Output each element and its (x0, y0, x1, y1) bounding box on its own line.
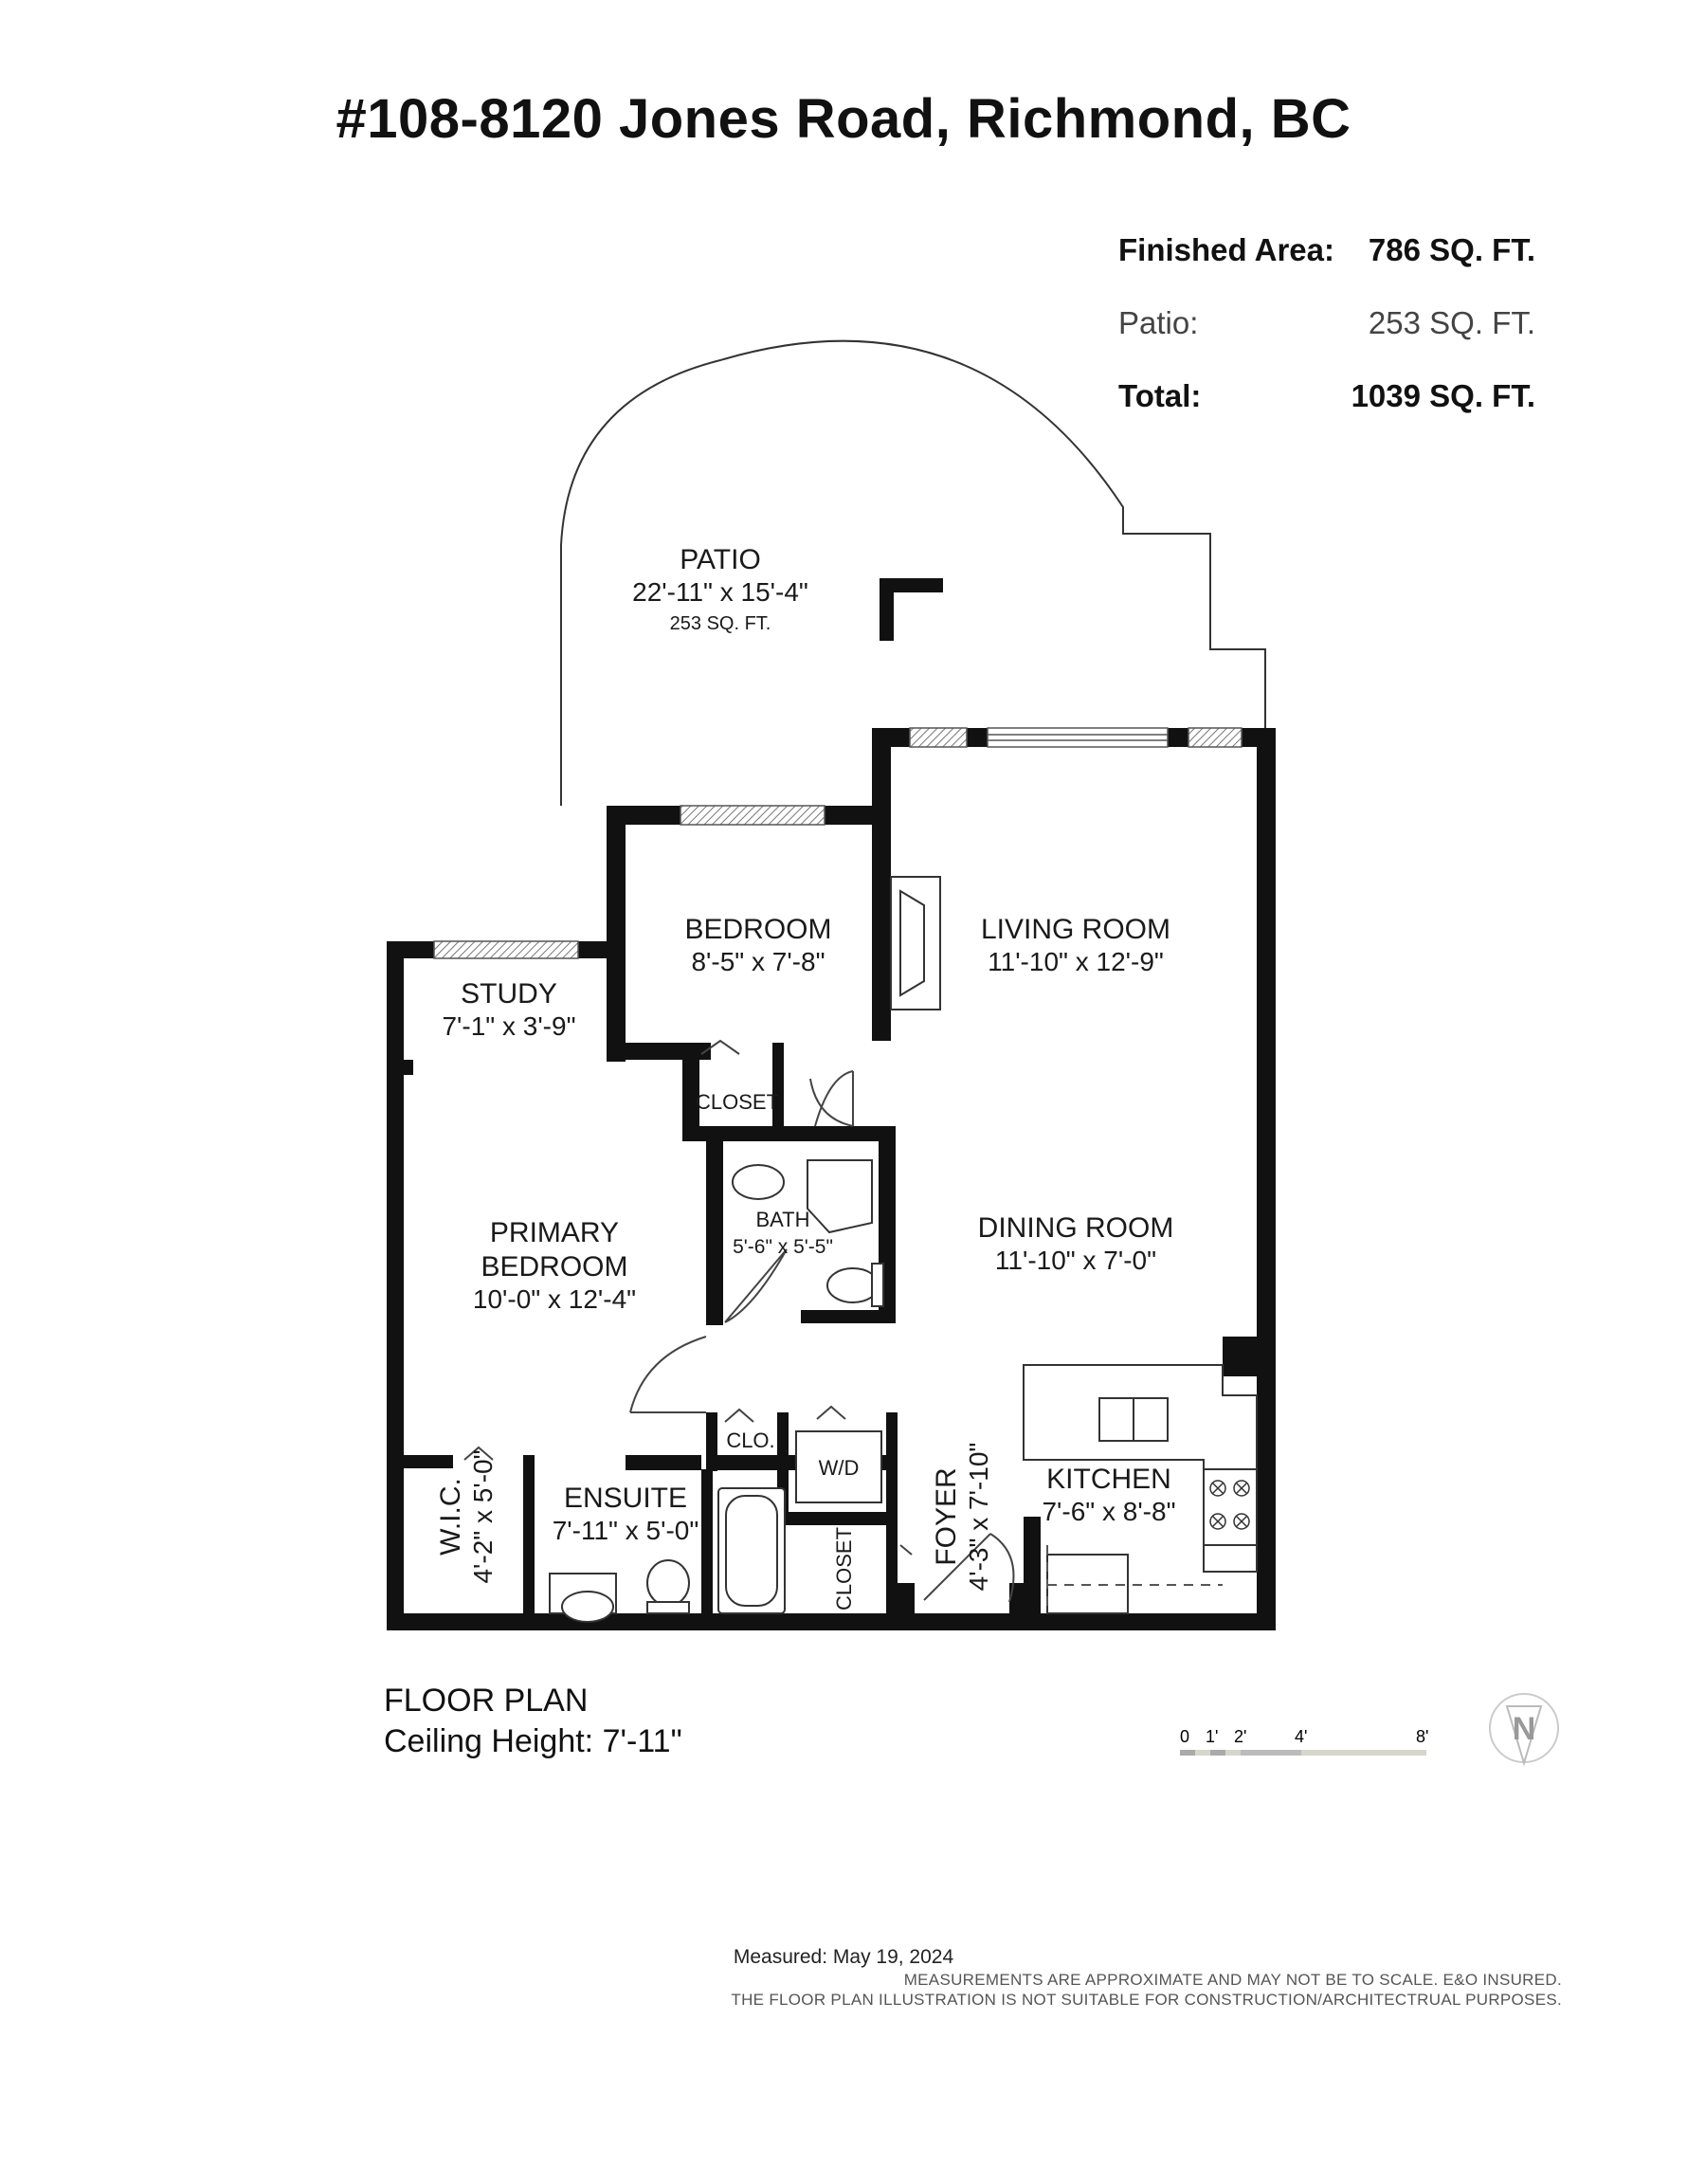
patio-area-value: 253 SQ. FT. (1368, 305, 1535, 340)
ensuite-dims: 7'-11" x 5'-0" (552, 1516, 699, 1545)
living-room-name: LIVING ROOM (980, 914, 1171, 945)
measured-date: Measured: May 19, 2024 (733, 1946, 954, 1968)
clo-name: CLO. (726, 1429, 775, 1452)
living-room-dims: 11'-10" x 12'-9" (988, 947, 1164, 976)
shower (807, 1160, 872, 1232)
scale-bar (1180, 1727, 1428, 1756)
fireplace (891, 877, 940, 1010)
kitchen-name: KITCHEN (1046, 1464, 1171, 1495)
compass-letter: N (1512, 1711, 1536, 1747)
patio-dims: 22'-11" x 15'-4" (632, 577, 808, 607)
bedroom-dims: 8'-5" x 7'-8" (691, 947, 825, 976)
disclaimer-line-1: MEASUREMENTS ARE APPROXIMATE AND MAY NOT BE TO SCALE. E&O INSURED. (903, 1971, 1562, 1989)
kitchen-dims: 7'-6" x 8'-8" (1042, 1497, 1176, 1526)
disclaimer-line-2: THE FLOOR PLAN ILLUSTRATION IS NOT SUITABLE FOR CONSTRUCTION/ARCHITECTRUAL PURPOSES. (731, 1991, 1562, 2009)
property-address-title: #108-8120 Jones Road, Richmond, BC (336, 88, 1351, 150)
wd-name: W/D (818, 1456, 860, 1480)
finished-area-value: 786 SQ. FT. (1368, 232, 1535, 267)
study-dims: 7'-1" x 3'-9" (442, 1011, 576, 1041)
bedroom-name: BEDROOM (684, 914, 832, 945)
floor-plan-title: FLOOR PLAN (384, 1683, 589, 1719)
total-area-label: Total: (1118, 378, 1202, 413)
bath-name: BATH (755, 1208, 810, 1231)
scale-label-0: 0 (1180, 1727, 1190, 1746)
scale-label-4: 4' (1295, 1727, 1308, 1746)
foyer-name: FOYER (931, 1467, 962, 1566)
compass-icon (1490, 1694, 1558, 1763)
foyer-dims: 4'-3" x 7'-10" (964, 1442, 993, 1592)
patio-column (880, 578, 943, 641)
patio-area: 253 SQ. FT. (669, 613, 771, 634)
bath-toilet (827, 1268, 879, 1302)
patio-name: PATIO (680, 544, 761, 575)
ensuite-toilet (647, 1560, 689, 1606)
scale-label-2: 2' (1234, 1727, 1247, 1746)
study-name: STUDY (461, 978, 557, 1010)
wic-dims: 4'-2" x 5'-0" (468, 1449, 498, 1584)
primary-bedroom-dims: 10'-0" x 12'-4" (472, 1284, 637, 1314)
closet-name: CLOSET (695, 1090, 780, 1114)
dining-room-dims: 11'-10" x 7'-0" (994, 1246, 1157, 1275)
ensuite-name: ENSUITE (563, 1483, 688, 1514)
bath-sink (733, 1165, 784, 1199)
ceiling-height: Ceiling Height: 7'-11" (384, 1723, 682, 1759)
kitchen-range (1204, 1469, 1257, 1545)
disclaimer (731, 1970, 1562, 2010)
primary-bedroom-name-1: PRIMARY (489, 1217, 620, 1248)
wic-name: W.I.C. (435, 1478, 466, 1556)
patio-area-label: Patio: (1118, 305, 1199, 340)
total-area-value: 1039 SQ. FT. (1351, 378, 1535, 413)
scale-label-1: 1' (1206, 1727, 1219, 1746)
primary-bedroom-name-2: BEDROOM (481, 1251, 628, 1283)
finished-area-label: Finished Area: (1118, 232, 1334, 267)
closet-foyer-name: CLOSET (832, 1526, 856, 1611)
scale-label-8: 8' (1416, 1727, 1429, 1746)
bath-dims: 5'-6" x 5'-5" (733, 1236, 833, 1258)
dining-room-name: DINING ROOM (977, 1212, 1174, 1244)
